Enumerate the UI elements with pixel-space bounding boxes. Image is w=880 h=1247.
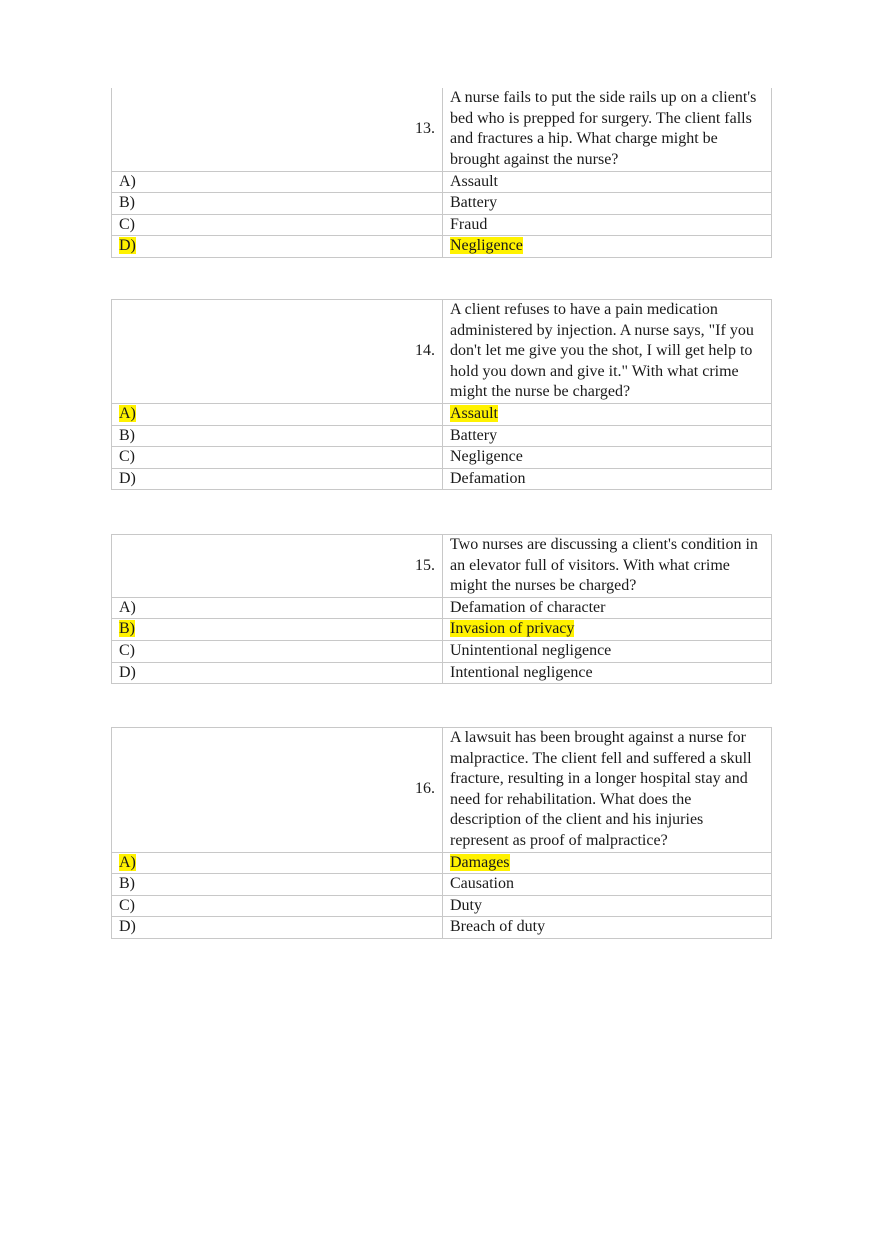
answer-highlight: D) <box>119 237 136 255</box>
option-letter: C) <box>112 447 443 469</box>
question-14-block <box>111 299 772 490</box>
option-text: Causation <box>443 874 772 896</box>
option-letter <box>112 619 443 641</box>
question-number: 13. <box>112 88 443 171</box>
question-15-block <box>111 534 772 684</box>
question-row <box>112 535 772 598</box>
option-text: Defamation of character <box>443 597 772 619</box>
question-13-block <box>111 89 772 258</box>
option-text <box>443 236 772 258</box>
option-letter: A) <box>112 171 443 193</box>
answer-highlight: B) <box>119 620 135 638</box>
option-row <box>112 403 772 425</box>
answer-highlight: A) <box>119 853 136 871</box>
option-text: Battery <box>443 193 772 215</box>
option-letter: C) <box>112 214 443 236</box>
option-text: Assault <box>443 171 772 193</box>
option-letter: D) <box>112 468 443 490</box>
question-stem: Two nurses are discussing a client's condition in an elevator full of visitors. With what crime might the nurses be charged? <box>443 535 772 598</box>
option-text: Breach of duty <box>443 917 772 939</box>
question-stem: A client refuses to have a pain medication administered by injection. A nurse says, "If you don't let me give you the shot, I will get help to hold you down and give it." With what crime might the nurse be charged? <box>443 300 772 404</box>
option-row <box>112 874 772 896</box>
question-table <box>111 727 772 939</box>
question-number: 14. <box>112 300 443 404</box>
option-row <box>112 193 772 215</box>
option-text: Defamation <box>443 468 772 490</box>
question-stem: A lawsuit has been brought against a nurse for malpractice. The client fell and suffered a skull fracture, resulting in a longer hospital stay and need for rehabilitation. What does the description of the client and his injuries represent as proof of malpractice? <box>443 728 772 853</box>
option-row <box>112 852 772 874</box>
option-row <box>112 917 772 939</box>
option-text: Negligence <box>443 447 772 469</box>
option-text <box>443 619 772 641</box>
option-letter <box>112 403 443 425</box>
option-text: Fraud <box>443 214 772 236</box>
option-letter <box>112 236 443 258</box>
option-letter: B) <box>112 425 443 447</box>
option-row <box>112 895 772 917</box>
question-number: 15. <box>112 535 443 598</box>
answer-highlight: A) <box>119 404 136 422</box>
option-row <box>112 236 772 258</box>
option-text: Intentional negligence <box>443 662 772 684</box>
option-letter: C) <box>112 640 443 662</box>
option-letter: B) <box>112 874 443 896</box>
answer-highlight: Damages <box>450 853 510 871</box>
question-number: 16. <box>112 728 443 853</box>
option-text: Battery <box>443 425 772 447</box>
answer-highlight: Negligence <box>450 237 523 255</box>
question-row <box>112 88 772 171</box>
option-letter: C) <box>112 895 443 917</box>
option-row <box>112 662 772 684</box>
question-stem: A nurse fails to put the side rails up on a client's bed who is prepped for surgery. The client falls and fractures a hip. What charge might be brought against the nurse? <box>443 88 772 171</box>
answer-highlight: Invasion of privacy <box>450 620 575 638</box>
option-letter: D) <box>112 662 443 684</box>
question-table <box>111 88 772 258</box>
option-letter: B) <box>112 193 443 215</box>
option-text <box>443 852 772 874</box>
option-letter <box>112 852 443 874</box>
option-letter: D) <box>112 917 443 939</box>
question-table <box>111 534 772 684</box>
option-text: Duty <box>443 895 772 917</box>
option-row <box>112 425 772 447</box>
question-table <box>111 299 772 490</box>
question-row <box>112 300 772 404</box>
option-row <box>112 640 772 662</box>
option-row <box>112 214 772 236</box>
option-row <box>112 171 772 193</box>
option-row <box>112 447 772 469</box>
option-row <box>112 597 772 619</box>
question-16-block <box>111 727 772 939</box>
option-letter: A) <box>112 597 443 619</box>
option-text: Unintentional negligence <box>443 640 772 662</box>
question-row <box>112 728 772 853</box>
option-row <box>112 468 772 490</box>
option-text <box>443 403 772 425</box>
answer-highlight: Assault <box>450 404 498 422</box>
option-row <box>112 619 772 641</box>
